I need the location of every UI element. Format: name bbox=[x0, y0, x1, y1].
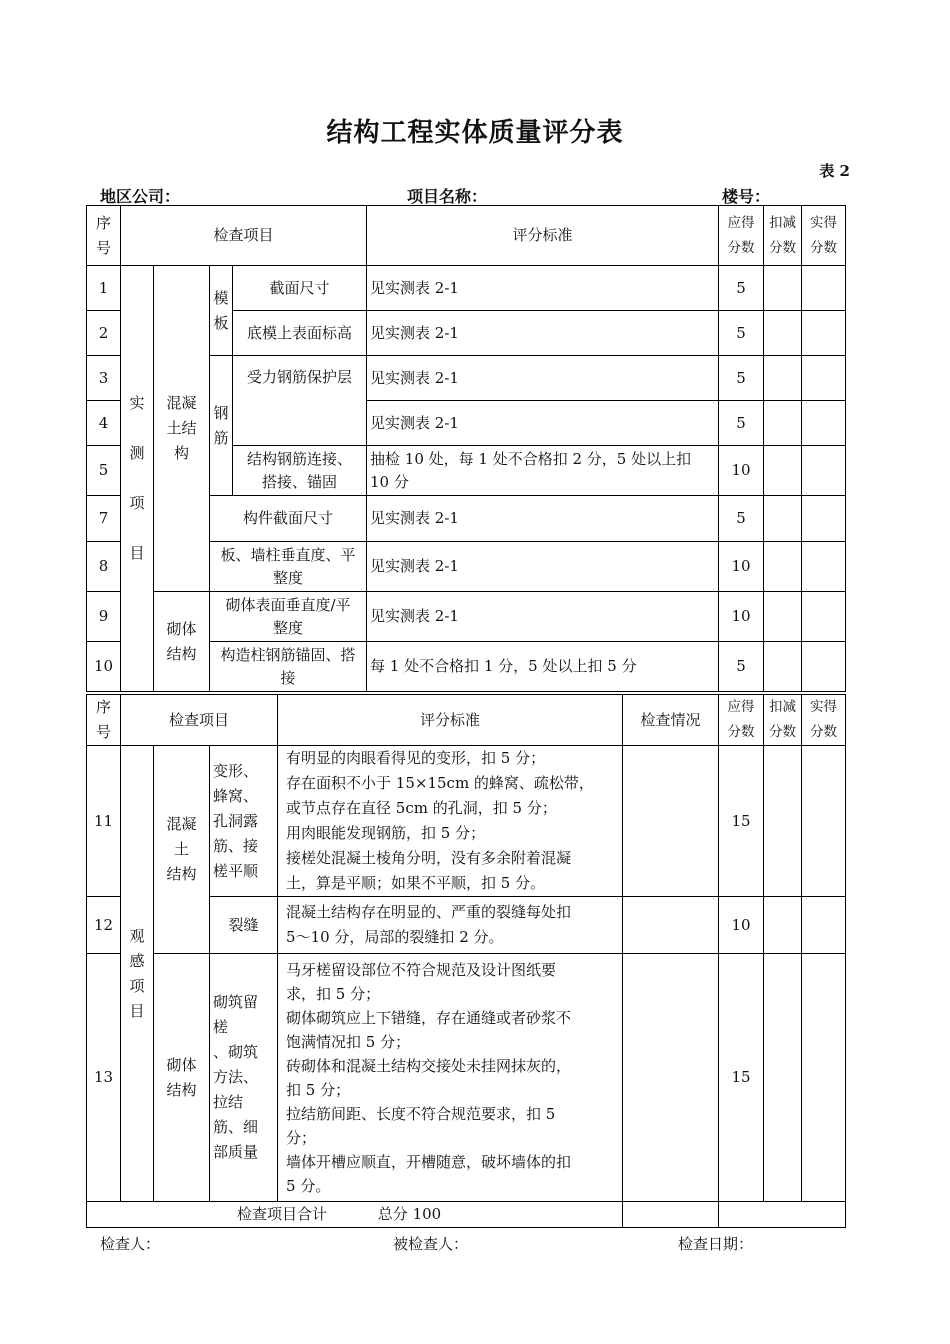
row-seq: 13 bbox=[87, 954, 121, 1202]
row-score: 15 bbox=[719, 954, 764, 1202]
group-observed: 观 感 项 目 bbox=[121, 746, 154, 1202]
actual-cell[interactable] bbox=[802, 542, 846, 592]
group-formwork: 模 板 bbox=[210, 266, 233, 356]
header-criteria: 评分标准 bbox=[278, 695, 623, 746]
header-should: 应得 分数 bbox=[719, 206, 764, 266]
deduct-cell[interactable] bbox=[764, 311, 802, 356]
deduct-cell[interactable] bbox=[764, 897, 802, 954]
row-item: 砌体表面垂直度/平 整度 bbox=[210, 592, 367, 642]
row-criteria: 见实测表 2-1 bbox=[367, 266, 719, 311]
row-item: 裂缝 bbox=[210, 897, 278, 954]
group-concrete2: 混凝 土 结构 bbox=[154, 746, 210, 954]
row-seq: 3 bbox=[87, 356, 121, 401]
total-score-cell[interactable] bbox=[719, 1202, 846, 1228]
row-criteria: 见实测表 2-1 bbox=[367, 496, 719, 542]
row-criteria: 马牙槎留设部位不符合规范及设计图纸要 求，扣 5 分； 砌体砌筑应上下错缝，存在通缝或者砂浆不 饱满情况扣 5 分； 砖砌体和混凝土结构交接处未挂网抹灰的， 扣 5 分； 拉结筋间距、长度不符合规范要求，扣 5 分； 墙体开槽应顺直，开槽随意，破坏墙体的扣 5 分。 bbox=[278, 954, 623, 1202]
header-should: 应得 分数 bbox=[719, 695, 764, 746]
group-measured: 实 测 项 目 bbox=[121, 266, 154, 692]
row-score: 5 bbox=[719, 266, 764, 311]
status-cell[interactable] bbox=[623, 954, 719, 1202]
row-score: 10 bbox=[719, 897, 764, 954]
row-item: 底模上表面标高 bbox=[233, 311, 367, 356]
deduct-cell[interactable] bbox=[764, 496, 802, 542]
header-seq: 序 号 bbox=[87, 695, 121, 746]
row-seq: 7 bbox=[87, 496, 121, 542]
group-rebar: 钢 筋 bbox=[210, 356, 233, 496]
status-cell[interactable] bbox=[623, 746, 719, 897]
row-criteria: 抽检 10 处，每 1 处不合格扣 2 分，5 处以上扣 10 分 bbox=[367, 446, 719, 496]
group-masonry2: 砌体 结构 bbox=[154, 954, 210, 1202]
row-score: 5 bbox=[719, 311, 764, 356]
row-criteria: 混凝土结构存在明显的、严重的裂缝每处扣 5～10 分，局部的裂缝扣 2 分。 bbox=[278, 897, 623, 954]
row-item: 砌筑留 槎 、砌筑 方法、 拉结 筋、细 部质量 bbox=[210, 954, 278, 1202]
header-deduct: 扣减 分数 bbox=[764, 695, 802, 746]
row-item: 截面尺寸 bbox=[233, 266, 367, 311]
row-score: 5 bbox=[719, 356, 764, 401]
header-seq: 序 号 bbox=[87, 206, 121, 266]
region-label: 地区公司： bbox=[100, 187, 181, 206]
row-seq: 1 bbox=[87, 266, 121, 311]
row-criteria: 见实测表 2-1 bbox=[367, 592, 719, 642]
observed-table bbox=[86, 694, 846, 1228]
row-score: 15 bbox=[719, 746, 764, 897]
row-item: 结构钢筋连接、 搭接、锚固 bbox=[233, 446, 367, 496]
actual-cell[interactable] bbox=[802, 311, 846, 356]
row-criteria: 见实测表 2-1 bbox=[367, 356, 719, 401]
row-seq: 4 bbox=[87, 401, 121, 446]
actual-cell[interactable] bbox=[802, 496, 846, 542]
row-seq: 8 bbox=[87, 542, 121, 592]
deduct-cell[interactable] bbox=[764, 356, 802, 401]
header-status: 检查情况 bbox=[623, 695, 719, 746]
row-seq: 2 bbox=[87, 311, 121, 356]
deduct-cell[interactable] bbox=[764, 642, 802, 692]
row-criteria: 见实测表 2-1 bbox=[367, 542, 719, 592]
building-label: 楼号： bbox=[722, 187, 771, 206]
row-score: 10 bbox=[719, 592, 764, 642]
deduct-cell[interactable] bbox=[764, 746, 802, 897]
row-item: 受力钢筋保护层 bbox=[233, 356, 367, 446]
actual-cell[interactable] bbox=[802, 746, 846, 897]
actual-cell[interactable] bbox=[802, 446, 846, 496]
actual-cell[interactable] bbox=[802, 592, 846, 642]
inspector-label: 检查人： bbox=[100, 1235, 161, 1253]
row-score: 5 bbox=[719, 401, 764, 446]
deduct-cell[interactable] bbox=[764, 266, 802, 311]
total-row bbox=[87, 1202, 623, 1228]
actual-cell[interactable] bbox=[802, 642, 846, 692]
actual-cell[interactable] bbox=[802, 897, 846, 954]
actual-cell[interactable] bbox=[802, 356, 846, 401]
actual-cell[interactable] bbox=[802, 266, 846, 311]
inspectee-label: 被检查人： bbox=[393, 1235, 469, 1253]
header-actual: 实得 分数 bbox=[802, 206, 846, 266]
table-number: 表 2 bbox=[819, 162, 850, 180]
row-item: 变形、 蜂窝、 孔洞露 筋、接 槎平顺 bbox=[210, 746, 278, 897]
project-label: 项目名称： bbox=[407, 187, 488, 206]
group-masonry: 砌体 结构 bbox=[154, 592, 210, 692]
group-concrete: 混凝 土结 构 bbox=[154, 266, 210, 592]
header-item: 检查项目 bbox=[121, 206, 367, 266]
deduct-cell[interactable] bbox=[764, 592, 802, 642]
row-item: 构造柱钢筋锚固、搭 接 bbox=[210, 642, 367, 692]
status-cell[interactable] bbox=[623, 897, 719, 954]
row-score: 5 bbox=[719, 642, 764, 692]
header-item: 检查项目 bbox=[121, 695, 278, 746]
row-seq: 12 bbox=[87, 897, 121, 954]
row-seq: 9 bbox=[87, 592, 121, 642]
deduct-cell[interactable] bbox=[764, 954, 802, 1202]
header-deduct: 扣减 分数 bbox=[764, 206, 802, 266]
status-cell[interactable] bbox=[623, 1202, 719, 1228]
deduct-cell[interactable] bbox=[764, 542, 802, 592]
row-criteria: 每 1 处不合格扣 1 分，5 处以上扣 5 分 bbox=[367, 642, 719, 692]
total-label: 检查项目合计 bbox=[237, 1205, 328, 1223]
actual-cell[interactable] bbox=[802, 401, 846, 446]
header-criteria: 评分标准 bbox=[367, 206, 719, 266]
measured-table bbox=[86, 205, 846, 692]
page-title: 结构工程实体质量评分表 bbox=[326, 118, 624, 148]
row-item: 构件截面尺寸 bbox=[210, 496, 367, 542]
total-score: 总分 100 bbox=[377, 1205, 442, 1223]
actual-cell[interactable] bbox=[802, 954, 846, 1202]
header-actual: 实得 分数 bbox=[802, 695, 846, 746]
date-label: 检查日期： bbox=[678, 1235, 754, 1253]
row-criteria: 见实测表 2-1 bbox=[367, 311, 719, 356]
row-score: 5 bbox=[719, 496, 764, 542]
deduct-cell[interactable] bbox=[764, 401, 802, 446]
row-seq: 10 bbox=[87, 642, 121, 692]
deduct-cell[interactable] bbox=[764, 446, 802, 496]
row-criteria: 见实测表 2-1 bbox=[367, 401, 719, 446]
row-seq: 11 bbox=[87, 746, 121, 897]
row-criteria: 有明显的肉眼看得见的变形，扣 5 分； 存在面积不小于 15×15cm 的蜂窝、疏松带， 或节点存在直径 5cm 的孔洞，扣 5 分； 用肉眼能发现钢筋，扣 5 分； 接槎处混凝土棱角分明，没有多余附着混凝 土，算是平顺；如果不平顺，扣 5 分。 bbox=[278, 746, 623, 897]
row-item: 板、墙柱垂直度、平 整度 bbox=[210, 542, 367, 592]
row-seq: 5 bbox=[87, 446, 121, 496]
row-score: 10 bbox=[719, 446, 764, 496]
row-score: 10 bbox=[719, 542, 764, 592]
